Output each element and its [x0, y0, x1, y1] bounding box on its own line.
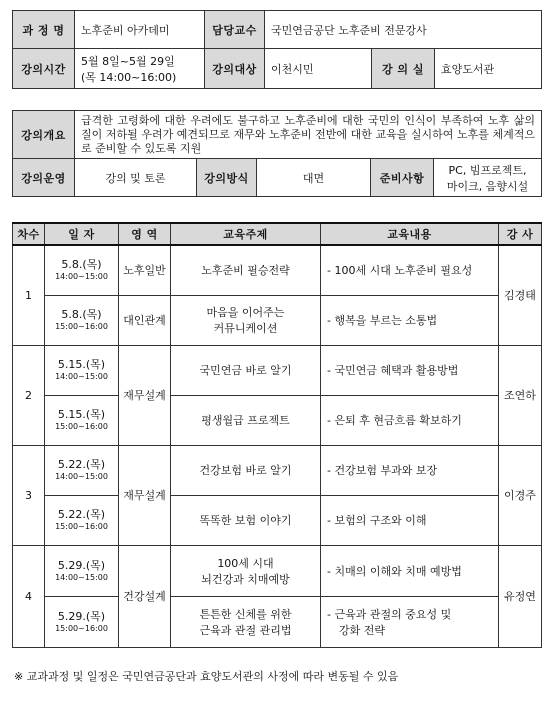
- content: [321, 495, 499, 545]
- instructor: 유정연: [499, 545, 542, 647]
- content: [321, 345, 499, 395]
- time: 15:00~16:00: [55, 522, 108, 531]
- prep-value: [434, 159, 542, 197]
- date-cell: [45, 345, 119, 395]
- content-line1: - 치매의 이해와 치매 예방법: [327, 564, 462, 578]
- table-row: [13, 245, 542, 295]
- date-cell: [45, 545, 119, 596]
- session-number: 2: [13, 345, 45, 445]
- table-row: [13, 295, 542, 345]
- time-value: [75, 49, 205, 89]
- instructor: 이경주: [499, 445, 542, 545]
- topic-line1: 마음을 이어주는: [206, 306, 285, 319]
- instructor: 조연하: [499, 345, 542, 445]
- prep-line1: PC, 빔프로젝트,: [448, 163, 527, 177]
- content-line1: - 건강보험 부과와 보장: [327, 464, 438, 477]
- topic-line1: 100세 시대: [217, 556, 274, 570]
- date: 5.22.(목): [57, 508, 106, 521]
- method-label: 강의방식: [197, 159, 257, 197]
- time: 15:00~16:00: [55, 322, 108, 331]
- professor-label: 담당교수: [205, 11, 265, 49]
- operation-label: 강의운영: [13, 159, 75, 197]
- topic-line2: 근육과 관절 관리법: [199, 623, 292, 637]
- topic: [171, 445, 321, 495]
- table-row: [13, 345, 542, 395]
- topic: [171, 395, 321, 445]
- date-cell: [45, 495, 119, 545]
- content-line1: - 은퇴 후 현금흐름 확보하기: [327, 414, 462, 427]
- content: [321, 245, 499, 295]
- course-value: 노후준비 아카데미: [75, 11, 205, 49]
- content: [321, 295, 499, 345]
- topic-line1: 똑똑한 보험 이야기: [199, 514, 292, 527]
- target-label: 강의대상: [205, 49, 265, 89]
- header-topic: 교육주제: [171, 223, 321, 245]
- table-row: [13, 495, 542, 545]
- summary-text: 급격한 고령화에 대한 우려에도 불구하고 노후준비에 대한 국민의 인식이 부족하여 노후 삶의 질이 저하될 우려가 예견되므로 재무와 노후준비 전반에 대한 교육을 실시하여 노후를 체계적으로 준비할 수 있도록 지원: [75, 111, 542, 159]
- table-row: [13, 596, 542, 647]
- table-row: [13, 395, 542, 445]
- overview-table: [12, 110, 542, 197]
- session-number: 1: [13, 245, 45, 345]
- time: 15:00~16:00: [55, 422, 108, 431]
- content-line1: - 국민연금 혜택과 활용방법: [327, 364, 459, 377]
- content-line1: - 보험의 구조와 이해: [327, 514, 427, 527]
- content-line1: - 근육과 관절의 중요성 및: [327, 607, 452, 621]
- content: [321, 445, 499, 495]
- topic-line1: 튼튼한 신체를 위한: [199, 607, 292, 621]
- session-number: 4: [13, 545, 45, 647]
- content-line1: - 100세 시대 노후준비 필요성: [327, 264, 473, 278]
- course-info-table: [12, 10, 542, 89]
- time: 15:00~16:00: [55, 623, 108, 633]
- date: 5.15.(목): [57, 408, 106, 421]
- content-line1: - 행복을 부르는 소통법: [327, 314, 438, 327]
- schedule-table: [12, 222, 542, 648]
- topic-line1: 건강보험 바로 알기: [199, 464, 292, 477]
- date: 5.8.(목): [61, 308, 102, 321]
- date-cell: [45, 245, 119, 295]
- header-date: 일 자: [45, 223, 119, 245]
- instructor: 김경태: [499, 245, 542, 345]
- prep-line2: 마이크, 음향시설: [446, 179, 529, 193]
- area: 재무설계: [119, 445, 171, 545]
- operation-value: 강의 및 토론: [75, 159, 197, 197]
- session-number: 3: [13, 445, 45, 545]
- method-value: 대면: [257, 159, 371, 197]
- date: 5.29.(목): [57, 609, 106, 623]
- content: [321, 395, 499, 445]
- time-line2: (목 14:00~16:00): [81, 70, 177, 84]
- room-value: 효양도서관: [435, 49, 542, 89]
- time-line1: 5월 8일~5월 29일: [81, 54, 175, 68]
- date: 5.29.(목): [57, 558, 106, 572]
- prep-label: 준비사항: [371, 159, 434, 197]
- topic-line1: 국민연금 바로 알기: [199, 364, 292, 377]
- topic-line2: 커뮤니케이션: [213, 322, 278, 335]
- content: [321, 596, 499, 647]
- target-value: 이천시민: [265, 49, 372, 89]
- content-line2: 강화 전략: [339, 623, 386, 637]
- header-content: 교육내용: [321, 223, 499, 245]
- date-cell: [45, 445, 119, 495]
- topic: [171, 245, 321, 295]
- area: 재무설계: [119, 345, 171, 445]
- topic-line1: 노후준비 필승전략: [201, 264, 290, 278]
- time: 14:00~15:00: [55, 572, 108, 582]
- topic: [171, 596, 321, 647]
- header-instructor: 강 사: [499, 223, 542, 245]
- header-area: 영 역: [119, 223, 171, 245]
- topic: [171, 295, 321, 345]
- summary-label: 강의개요: [13, 111, 75, 159]
- date: 5.8.(목): [61, 258, 102, 272]
- table-row: [13, 545, 542, 596]
- time: 14:00~15:00: [55, 472, 108, 481]
- professor-value: 국민연금공단 노후준비 전문강사: [265, 11, 542, 49]
- date: 5.15.(목): [57, 358, 106, 371]
- area: 대인관계: [119, 295, 171, 345]
- area: 노후일반: [119, 245, 171, 295]
- table-row: [13, 445, 542, 495]
- topic-line1: 평생월급 프로젝트: [201, 414, 290, 427]
- header-session: 차수: [13, 223, 45, 245]
- topic: [171, 545, 321, 596]
- area: 건강설계: [119, 545, 171, 647]
- topic: [171, 345, 321, 395]
- time: 14:00~15:00: [55, 272, 108, 282]
- date-cell: [45, 596, 119, 647]
- date: 5.22.(목): [57, 458, 106, 471]
- course-label: 과 정 명: [13, 11, 75, 49]
- date-cell: [45, 295, 119, 345]
- footnote: ※ 교과과정 및 일정은 국민연금공단과 효양도서관의 사정에 따라 변동될 수 있음: [14, 670, 399, 683]
- room-label: 강 의 실: [372, 49, 435, 89]
- topic-line2: 뇌건강과 치매예방: [201, 572, 290, 586]
- time-label: 강의시간: [13, 49, 75, 89]
- time: 14:00~15:00: [55, 372, 108, 381]
- topic: [171, 495, 321, 545]
- content: [321, 545, 499, 596]
- date-cell: [45, 395, 119, 445]
